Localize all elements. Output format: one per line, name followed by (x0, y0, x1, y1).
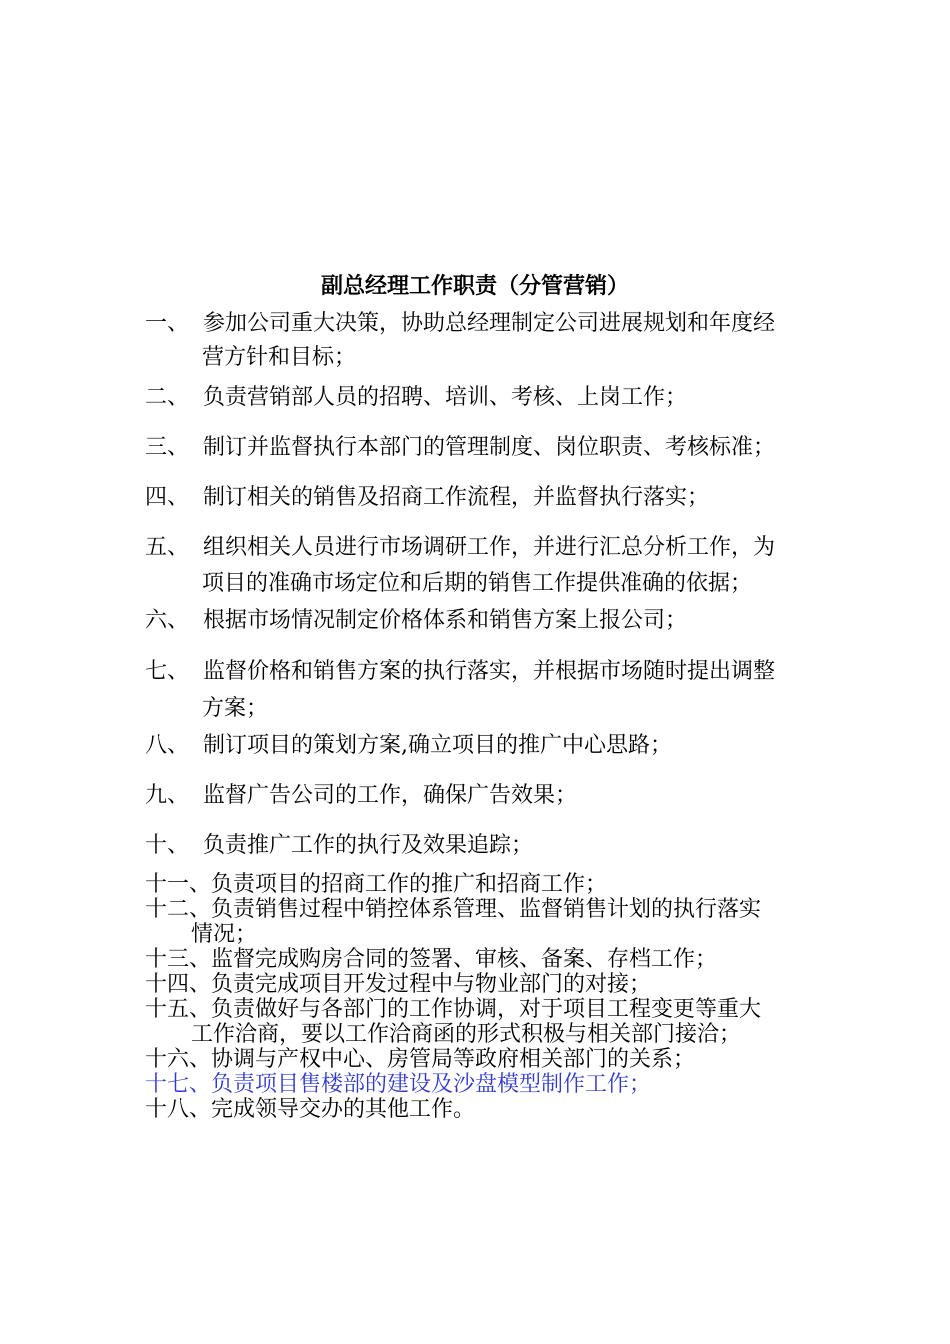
item-number: 八、 (145, 733, 190, 758)
list-item (145, 779, 577, 813)
item-number: 五、 (145, 535, 190, 560)
list-item (145, 307, 775, 341)
list-item (145, 531, 775, 565)
list-item: 十六、协调与产权中心、房管局等政府相关部门的关系； (145, 1047, 696, 1072)
item-continuation: 情况； (191, 922, 258, 947)
item-number: 九、 (145, 783, 190, 808)
item-number: 一、 (145, 311, 190, 336)
list-item (145, 829, 533, 863)
item-continuation: 工作洽商，要以工作洽商函的形式积极与相关部门接洽； (191, 1022, 742, 1047)
list-item: 十一、负责项目的招商工作的推广和招商工作； (145, 872, 608, 897)
list-item: 十八、完成领导交办的其他工作。 (145, 1097, 476, 1122)
list-item (145, 729, 672, 763)
item-continuation: 方案； (202, 696, 269, 721)
list-item: 十二、负责销售过程中销控体系管理、监督销售计划的执行落实 (145, 897, 762, 922)
item-text: 参加公司重大决策，协助总经理制定公司进展规划和年度经 (203, 311, 776, 336)
item-text: 负责营销部人员的招聘、培训、考核、上岗工作； (203, 385, 688, 410)
list-item (145, 431, 775, 465)
item-continuation: 项目的准确市场定位和后期的销售工作提供准确的依据； (202, 571, 753, 596)
item-text: 负责推广工作的执行及效果追踪； (203, 833, 534, 858)
item-text: 组织相关人员进行市场调研工作，并进行汇总分析工作，为 (203, 535, 776, 560)
list-item (145, 604, 687, 638)
item-text: 制订相关的销售及招商工作流程，并监督执行落实； (203, 485, 710, 510)
item-text: 制订并监督执行本部门的管理制度、岗位职责、考核标准； (203, 435, 776, 460)
list-item: 十五、负责做好与各部门的工作协调，对于项目工程变更等重大 (145, 997, 762, 1022)
list-item (145, 381, 687, 415)
item-number: 三、 (145, 435, 190, 460)
item-number: 六、 (145, 608, 190, 633)
item-number: 二、 (145, 385, 190, 410)
item-text: 监督广告公司的工作，确保广告效果； (203, 783, 578, 808)
item-continuation: 营方针和目标； (202, 345, 357, 370)
list-item (145, 481, 709, 515)
list-item: 十三、监督完成购房合同的签署、审核、备案、存档工作； (145, 947, 718, 972)
list-item (145, 655, 775, 689)
list-item: 十四、负责完成项目开发过程中与物业部门的对接； (145, 972, 652, 997)
item-text: 根据市场情况制定价格体系和销售方案上报公司； (203, 608, 688, 633)
document-title: 副总经理工作职责（分管营销） (320, 273, 629, 299)
list-item-highlighted: 十七、负责项目售楼部的建设及沙盘模型制作工作； (145, 1072, 652, 1097)
item-number: 四、 (145, 485, 190, 510)
item-text: 监督价格和销售方案的执行落实，并根据市场随时提出调整 (203, 659, 776, 684)
item-text: 制订项目的策划方案,确立项目的推广中心思路； (203, 733, 672, 758)
item-number: 七、 (145, 659, 190, 684)
item-number: 十、 (145, 833, 190, 858)
